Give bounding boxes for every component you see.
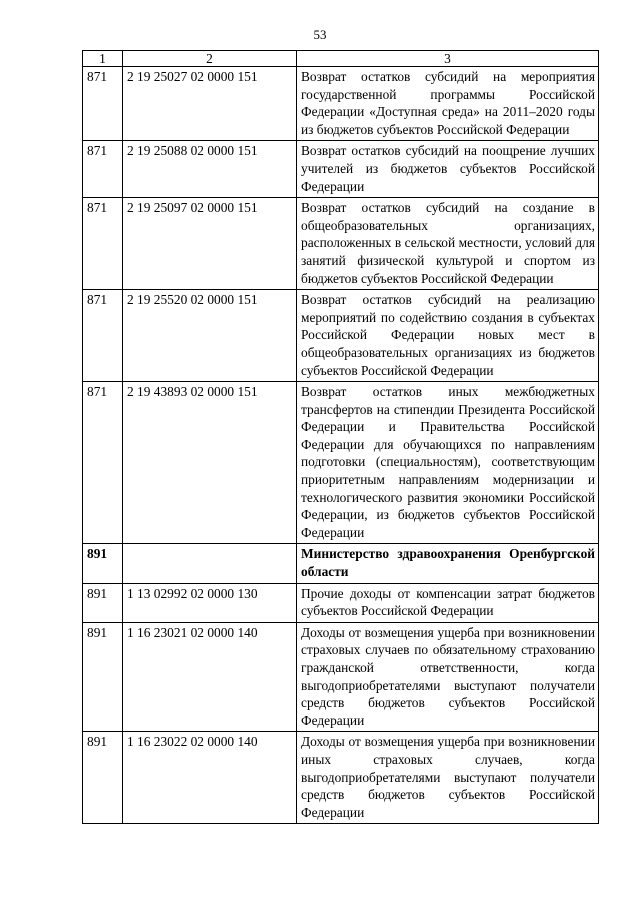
budget-code-cell: 2 19 25097 02 0000 151 [123,198,297,290]
budget-code-cell: 2 19 43893 02 0000 151 [123,382,297,544]
revenue-name-cell: Возврат остатков субсидий на создание в общеобразовательных организациях, расположенных в сельской местности, условий для занятий физической культурой и спортом из бюджетов субъектов Российской Федерации [297,198,599,290]
revenue-name-cell: Министерство здравоохранения Оренбургской области [297,544,599,583]
budget-code-cell: 1 13 02992 02 0000 130 [123,583,297,622]
table-row [83,583,599,622]
revenue-name-cell: Возврат остатков иных межбюджетных трансфертов на стипендии Президента Российской Федерации и Правительства Российской Федерации для обучающихся по направлениям подготовки (специальностям), соответствующим приоритетным направлениям модернизации и технологического развития экономики Российской Федерации, из бюджетов субъектов Российской Федерации [297,382,599,544]
revenue-name-cell: Доходы от возмещения ущерба при возникновении страховых случаев по обязательному страхованию гражданской ответственности, когда выгодоприобретателями выступают получатели средств бюджетов субъектов Российской Федерации [297,622,599,732]
table-row [83,198,599,290]
table-row [83,290,599,382]
revenue-name-cell: Доходы от возмещения ущерба при возникновении иных страховых случаев, когда выгодоприобретателями выступают получатели средств бюджетов субъектов Российской Федерации [297,732,599,824]
page-number: 53 [313,27,327,42]
budget-code-cell: 1 16 23022 02 0000 140 [123,732,297,824]
admin-code-cell: 871 [83,67,123,141]
admin-code-cell: 891 [83,544,123,583]
admin-code-cell: 871 [83,141,123,198]
header-cell-3: 3 [297,51,599,67]
table-row [83,382,599,544]
revenue-name-cell: Возврат остатков субсидий на мероприятия государственной программы Российской Федерации «Доступная среда» на 2011–2020 годы из бюджетов субъектов Российской Федерации [297,67,599,141]
admin-code-cell: 871 [83,290,123,382]
table-row [83,732,599,824]
admin-code-cell: 891 [83,583,123,622]
admin-code-cell: 891 [83,622,123,732]
budget-code-cell [123,544,297,583]
table-body [83,51,599,824]
revenue-classification-table [82,50,599,824]
revenue-name-cell: Прочие доходы от компенсации затрат бюджетов субъектов Российской Федерации [297,583,599,622]
budget-code-cell: 2 19 25027 02 0000 151 [123,67,297,141]
admin-code-cell: 871 [83,382,123,544]
table-row [83,544,599,583]
header-cell-2: 2 [123,51,297,67]
budget-code-cell: 2 19 25088 02 0000 151 [123,141,297,198]
table-row [83,67,599,141]
budget-code-cell: 2 19 25520 02 0000 151 [123,290,297,382]
header-cell-1: 1 [83,51,123,67]
admin-code-cell: 891 [83,732,123,824]
table-row [83,141,599,198]
revenue-name-cell: Возврат остатков субсидий на поощрение лучших учителей из бюджетов субъектов Российской Федерации [297,141,599,198]
revenue-name-cell: Возврат остатков субсидий на реализацию мероприятий по содействию создания в субъектах Российской Федерации новых мест в общеобразовательных организациях из бюджетов субъектов Российской Федерации [297,290,599,382]
budget-code-cell: 1 16 23021 02 0000 140 [123,622,297,732]
table-row [83,622,599,732]
table-header-row [83,51,599,67]
admin-code-cell: 871 [83,198,123,290]
